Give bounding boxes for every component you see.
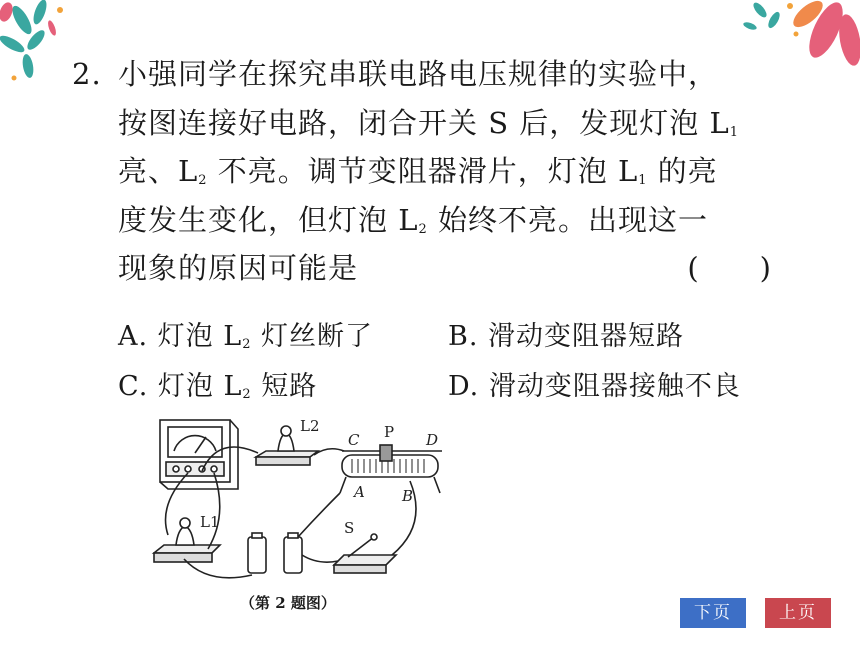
option-d[interactable] — [448, 364, 741, 403]
question-number: 2. — [72, 57, 102, 91]
option-c[interactable] — [118, 364, 317, 403]
question-text: 的亮 — [647, 154, 718, 188]
option-a[interactable] — [118, 314, 373, 353]
subscript: 2 — [242, 387, 252, 402]
label-b: B — [402, 487, 414, 505]
switch-s — [334, 534, 396, 573]
option-text: 灯丝断了 — [251, 321, 374, 352]
circuit-diagram — [148, 415, 458, 590]
option-text: 短路 — [251, 371, 318, 402]
subscript: 2 — [198, 173, 208, 188]
question-text: 亮、L — [118, 154, 199, 188]
label-c: C — [348, 431, 360, 449]
figure-caption: （第 2 题图） — [240, 594, 336, 612]
label-d: D — [426, 431, 439, 449]
answer-blank: ( ) — [687, 251, 772, 285]
question-text: 始终不亮。出现这一 — [427, 202, 708, 237]
subscript: 1 — [729, 124, 740, 140]
question-text: 不亮。调节变阻器滑片，灯泡 L — [207, 154, 639, 188]
option-text: B. 滑动变阻器短路 — [448, 321, 685, 352]
question-line-1 — [118, 50, 718, 99]
question-text: 按图连接好电路，闭合开关 S 后，发现灯泡 L — [118, 105, 730, 140]
label-l2: L2 — [300, 417, 320, 435]
leaf-decoration-right — [730, 0, 860, 95]
label-s: S — [344, 519, 355, 537]
label-a: A — [354, 483, 365, 501]
batteries — [248, 533, 302, 573]
label-p: P — [384, 423, 395, 441]
label-l1: L1 — [200, 513, 220, 531]
subscript: 2 — [418, 221, 428, 237]
subscript: 2 — [242, 337, 252, 352]
option-text: D. 滑动变阻器接触不良 — [448, 371, 741, 402]
question-text: 度发生变化，但灯泡 L — [118, 202, 419, 237]
next-page-button[interactable]: 下页 — [680, 598, 746, 628]
option-b[interactable] — [448, 314, 684, 353]
voltmeter — [160, 420, 238, 489]
question-text: 小强同学在探究串联电路电压规律的实验中， — [118, 57, 719, 91]
prev-page-button[interactable]: 上页 — [765, 598, 831, 628]
option-text: C. 灯泡 L — [118, 371, 243, 402]
subscript: 1 — [638, 173, 648, 188]
question-line-5 — [118, 244, 358, 293]
option-text: A. 灯泡 L — [118, 321, 243, 352]
question-text: 现象的原因可能是 — [118, 251, 359, 285]
